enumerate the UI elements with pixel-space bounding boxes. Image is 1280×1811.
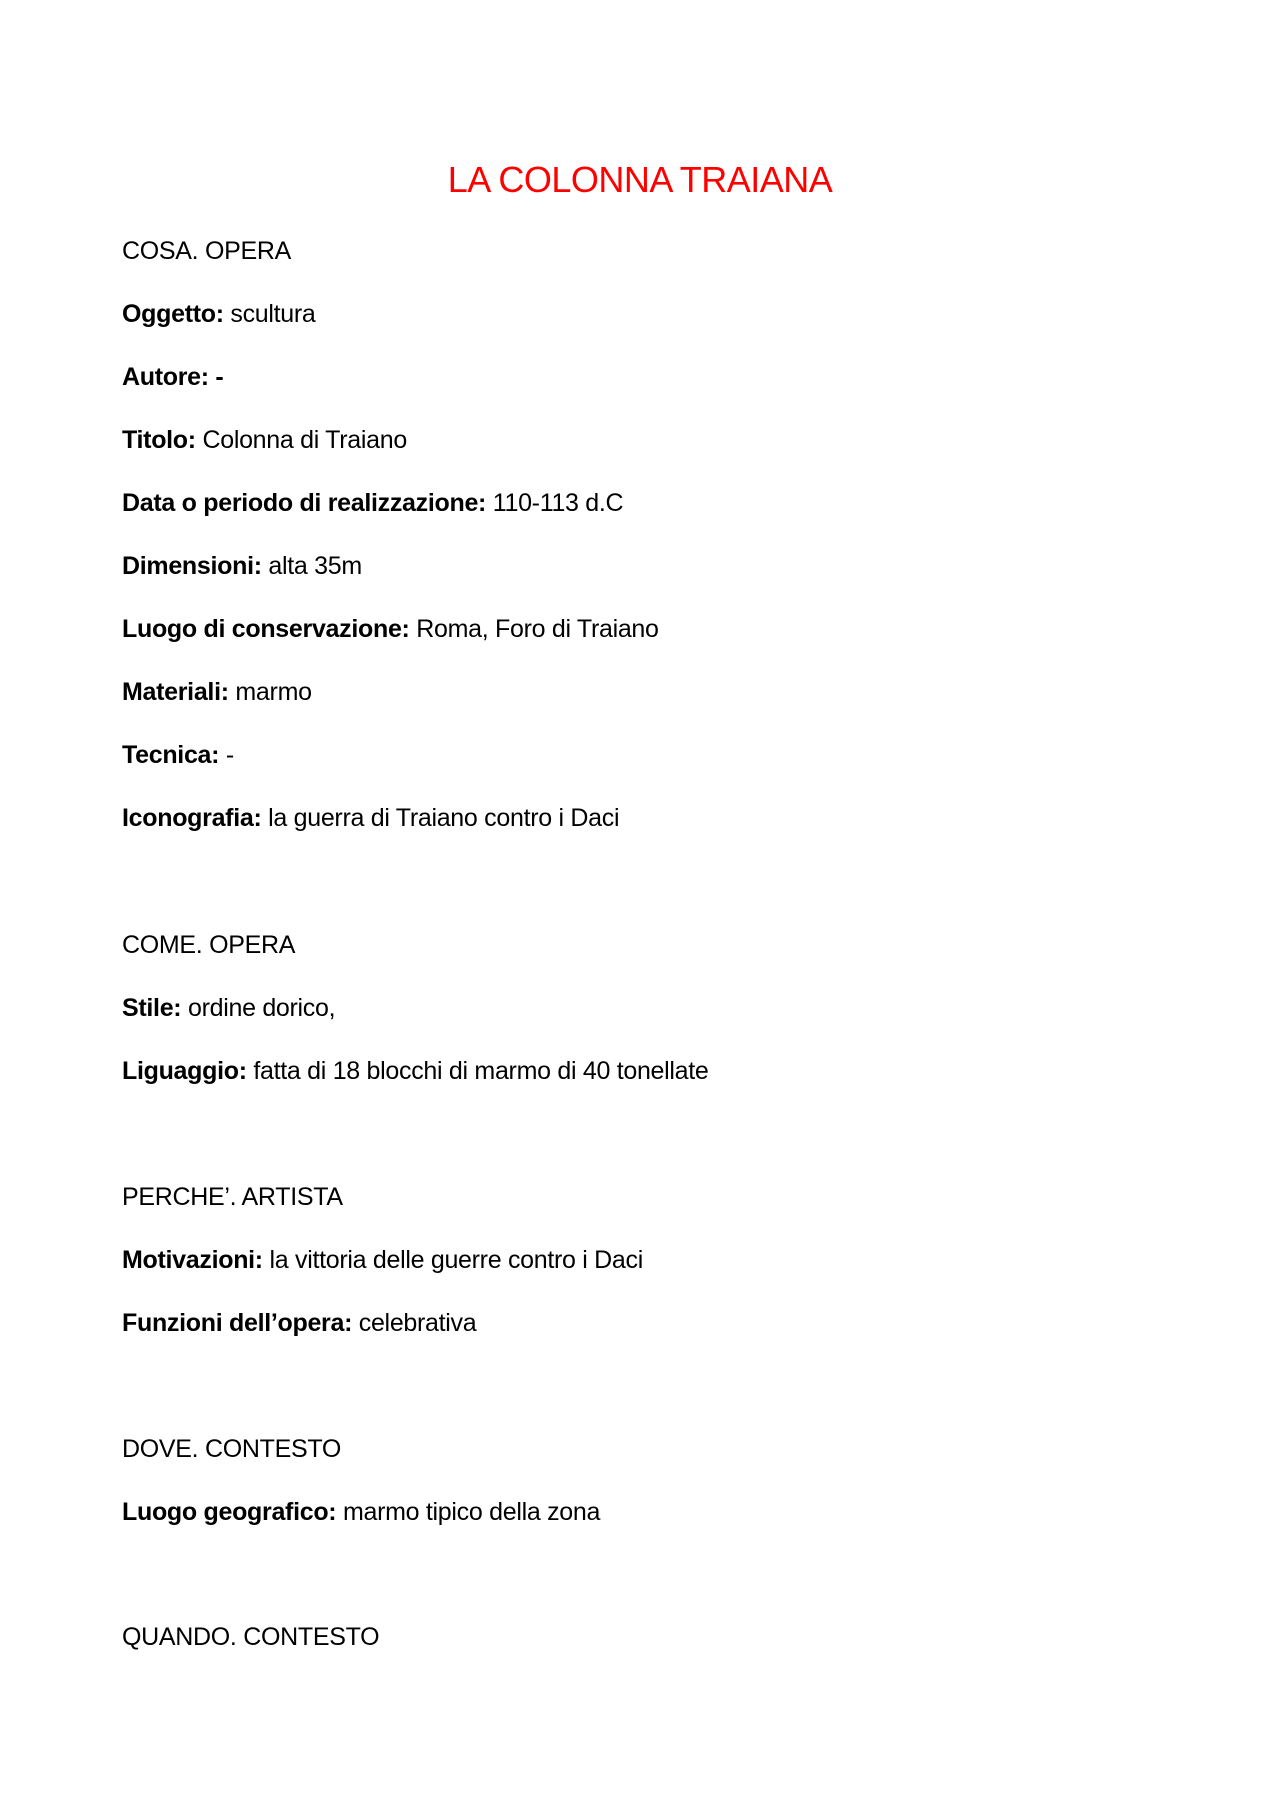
section-heading-quando: QUANDO. CONTESTO bbox=[122, 1623, 380, 1651]
field-value: la guerra di Traiano contro i Daci bbox=[261, 804, 620, 832]
field-label: Funzioni dell’opera: bbox=[122, 1309, 353, 1337]
field-oggetto bbox=[122, 299, 316, 329]
field-dimensioni bbox=[122, 551, 362, 581]
field-motivazioni bbox=[122, 1245, 643, 1275]
section-heading-cosa: COSA. OPERA bbox=[122, 237, 291, 265]
field-label: Titolo: bbox=[122, 426, 196, 454]
field-label: Iconografia: bbox=[122, 804, 262, 832]
field-materiali bbox=[122, 677, 312, 707]
field-autore bbox=[122, 362, 223, 392]
field-value: Roma, Foro di Traiano bbox=[409, 615, 659, 643]
field-label: Oggetto: bbox=[122, 300, 224, 328]
field-tecnica bbox=[122, 740, 234, 770]
field-luogo-geografico bbox=[122, 1497, 600, 1527]
field-value: celebrativa bbox=[352, 1309, 477, 1337]
field-iconografia bbox=[122, 803, 619, 833]
field-value: scultura bbox=[223, 300, 316, 328]
field-label: Luogo di conservazione: bbox=[122, 615, 410, 643]
field-luogo-conservazione bbox=[122, 614, 659, 644]
field-label: Dimensioni: bbox=[122, 552, 262, 580]
field-value: 110-113 d.C bbox=[486, 489, 624, 517]
field-value: fatta di 18 blocchi di marmo di 40 tonellate bbox=[246, 1057, 709, 1085]
field-liguaggio bbox=[122, 1056, 709, 1086]
section-heading-come: COME. OPERA bbox=[122, 931, 296, 959]
field-label: Data o periodo di realizzazione: bbox=[122, 489, 487, 517]
field-label: Luogo geografico: bbox=[122, 1498, 337, 1526]
field-label: Stile: bbox=[122, 994, 182, 1022]
field-value: Colonna di Traiano bbox=[195, 426, 407, 454]
section-heading-dove: DOVE. CONTESTO bbox=[122, 1435, 341, 1463]
field-stile bbox=[122, 993, 335, 1023]
field-value: la vittoria delle guerre contro i Daci bbox=[262, 1246, 643, 1274]
document-title: LA COLONNA TRAIANA bbox=[447, 159, 833, 200]
field-label: Autore: - bbox=[122, 363, 224, 391]
field-funzioni bbox=[122, 1308, 476, 1338]
field-titolo bbox=[122, 425, 407, 455]
field-value: alta 35m bbox=[261, 552, 362, 580]
field-label: Liguaggio: bbox=[122, 1057, 247, 1085]
field-label: Motivazioni: bbox=[122, 1246, 263, 1274]
field-data bbox=[122, 488, 623, 518]
field-value: - bbox=[219, 741, 234, 769]
field-value: marmo bbox=[228, 678, 312, 706]
field-value: marmo tipico della zona bbox=[336, 1498, 601, 1526]
field-label: Tecnica: bbox=[122, 741, 220, 769]
section-heading-perche: PERCHE’. ARTISTA bbox=[122, 1183, 343, 1211]
field-value: ordine dorico, bbox=[181, 994, 336, 1022]
field-label: Materiali: bbox=[122, 678, 229, 706]
